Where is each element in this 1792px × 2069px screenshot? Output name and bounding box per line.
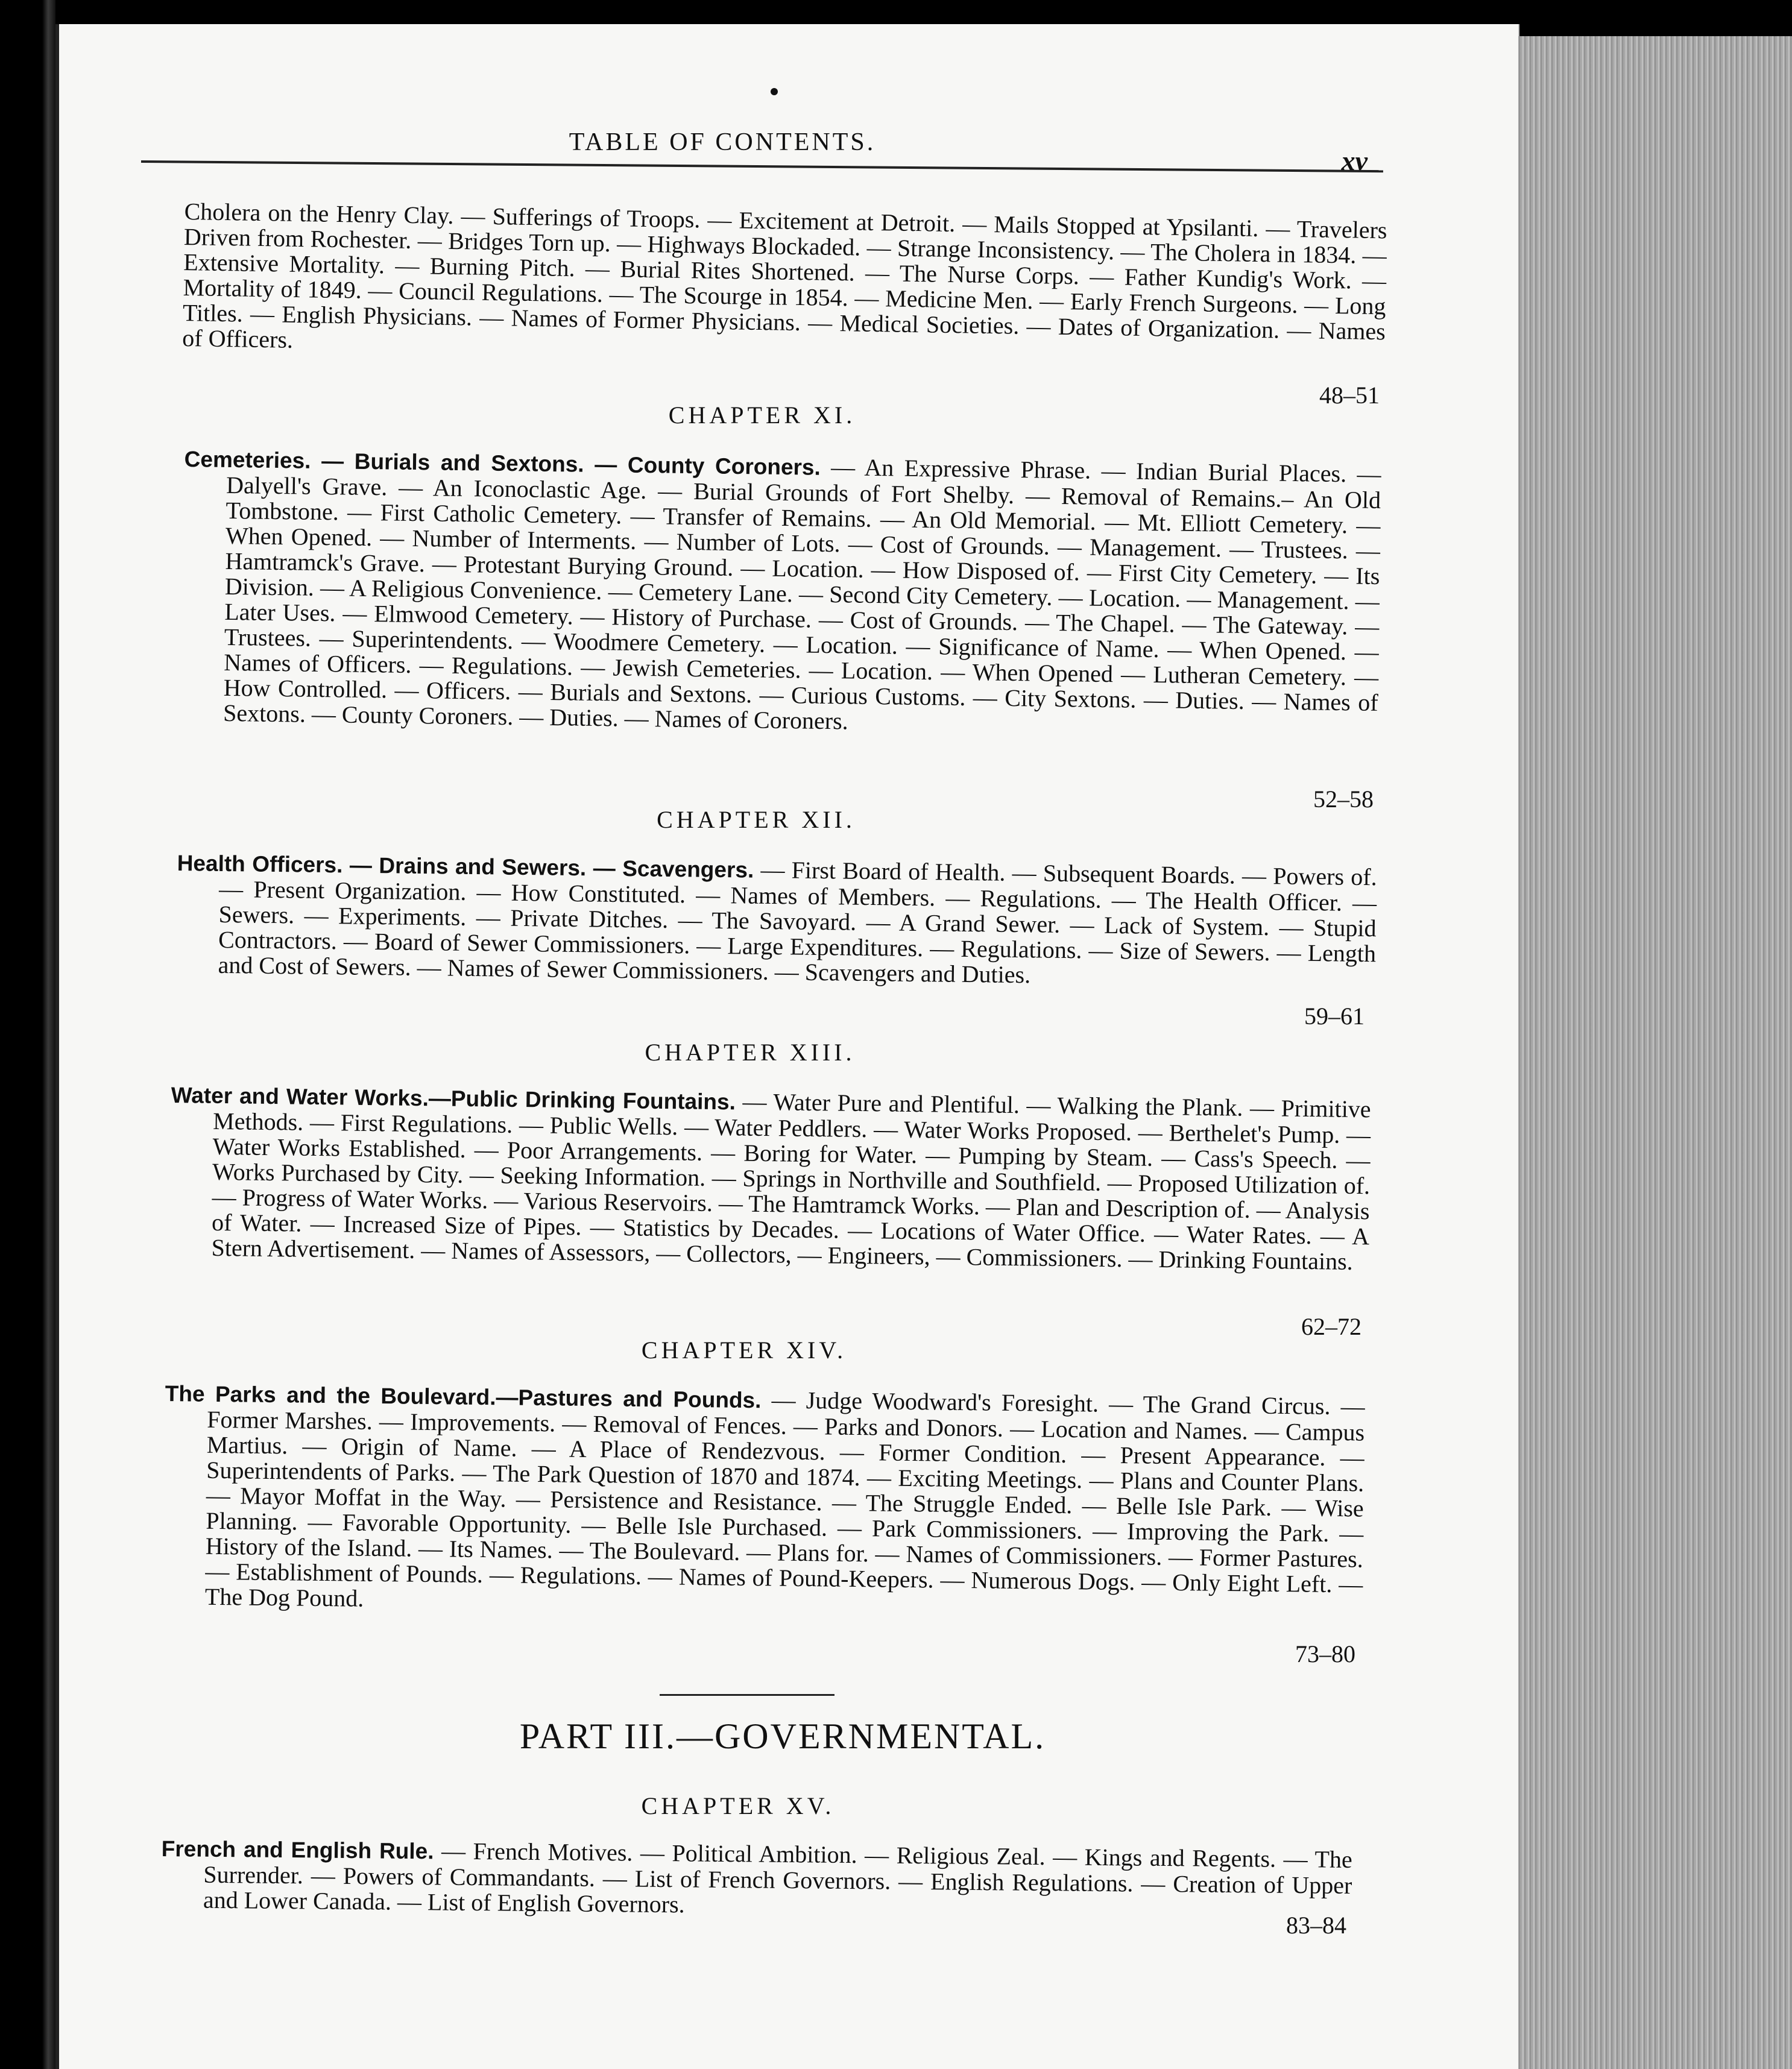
entry-lead: Cemeteries. — Burials and Sextons. — County Coroners. [184, 446, 821, 480]
chapter-entry [175, 850, 1377, 992]
entry-body [161, 1836, 1352, 1924]
page-range: 52–58 [1313, 786, 1374, 813]
entry-description: — An Expressive Phrase. — Indian Burial Places. — Dalyell's Grave. — An Iconoclastic Age. — Burial Grounds of Fort Shelby. — Removal of Remains.– An Old Tombstone. — First Catholic Cemetery. — Transfer of Remains. — An Old Memorial. — Mt. Elliott Cemetery. — When Opened. — Number of Interments. — Number of Lots. — Cost of Grounds. — Management. — Trustees. — Hamtramck's Grave. — Protestant Burying Ground. — Location. — How Disposed of. — First City Cemetery. — Its Division. — A Religious Convenience. — Cemetery Lane. — Second City Cemetery. — Location. — Management. — Later Uses. — Elmwood Cemetery. — History of Purchase. — Cost of Grounds. — The Chapel. — The Gateway. — Trustees. — Superintendents. — Woodmere Cemetery. — Location. — Significance of Name. — When Opened. — Names of Officers. — Regulations. — Jewish Cemeteries. — Location. — When Opened — Lutheran Cemetery. — How Controlled. — Officers. — Burials and Sextons. — Curious Customs. — City Sextons. — Duties. — Names of Sextons. — County Coroners. — Duties. — Names of Coroners. [222, 453, 1381, 735]
entry-description: Cholera on the Henry Clay. — Sufferings of Troops. — Excitement at Detroit. — Mails Stopped at Ypsilanti. — Travelers Driven from Rochester. — Bridges Torn up. — Highways Blockaded. — Strange Inconsistency. — The Cholera in 1834. — Extensive Mortality. — Burning Pitch. — Burial Rites Shortened. — The Nurse Corps. — Father Kundig's Work. — Mortality of 1849. — Council Regulations. — The Scourge in 1854. — Medicine Men. — Early French Surgeons. — Long Titles. — English Physicians. — Names of Former Physicians. — Medical Societies. — Dates of Organization. — Names of Officers. [182, 198, 1387, 353]
chapter-entry [169, 1082, 1371, 1274]
entry-lead: Health Officers. — Drains and Sewers. — Scavengers. [177, 850, 754, 883]
chapter-heading: CHAPTER XIII. [645, 1039, 856, 1066]
entry-description: — French Motives. — Political Ambition. — Religious Zeal. — Kings and Regents. — The Surrender. — Powers of Commandants. — List of French Governors. — English Regulations. — Creation of Upper and Lower Canada. — List of English Governors. [203, 1837, 1352, 1918]
entry-lead: The Parks and the Boulevard.—Pastures and Pounds. [165, 1381, 762, 1413]
entry-description: — First Board of Health. — Subsequent Boards. — Powers of. — Present Organization. — How Constituted. — Names of Members. — Regulations. — The Health Officer. — Sewers. — Experiments. — Private Ditches. — The Savoyard. — A Grand Sewer. — Lack of System. — Stupid Contractors. — Board of Sewer Commissioners. — Large Expenditures. — Regulations. — Size of Sewers. — Length and Cost of Sewers. — Names of Sewer Commissioners. — Scavengers and Duties. [218, 855, 1377, 989]
chapter-x-continuation [182, 199, 1387, 370]
chapter-entry [161, 1836, 1352, 1924]
page-range: 48–51 [1319, 382, 1380, 409]
entry-description: — Water Pure and Plentiful. — Walking the Plank. — Primitive Methods. — First Regulations. — Public Wells. — Water Peddlers. — Water Works Proposed. — Berthelet's Pump. — Water Works Established. — Poor Arrangements. — Boring for Water. — Pumping by Steam. — Cass's Speech. — Works Purchased by City. — Seeking Information. — Springs in Northville and Southfield. — Proposed Utilization of. — Progress of Water Works. — Various Reservoirs. — The Hamtramck Works. — Plan and Description of. — Analysis of Water. — Increased Size of Pipes. — Statistics by Decades. — Locations of Water Office. — Water Rates. — A Stern Advertisement. — Names of Assessors, — Collectors, — Engineers, — Commissioners. — Drinking Fountains. [211, 1088, 1371, 1275]
entry-description: — Judge Woodward's Foresight. — The Grand Circus. — Former Marshes. — Improvements. — Removal of Fences. — Parks and Donors. — Location and Names. — Campus Martius. — Origin of Name. — A Place of Rendezvous. — Former Condition. — Present Appearance. — Superintendents of Parks. — The Park Question of 1870 and 1874. — Exciting Meetings. — Plans and Counter Plans. — Mayor Moffat in the Way. — Persistence and Resistance. — The Struggle Ended. — Belle Isle Park. — Wise Planning. — Favorable Opportunity. — Belle Isle Purchased. — Park Commissioners. — Improving the Park. — History of the Island. — Its Names. — The Boulevard. — Plans for. — Names of Commissioners. — Former Pastures. — Establishment of Pounds. — Regulations. — Names of Pound-Keepers. — Numerous Dogs. — Only Eight Left. — The Dog Pound. [204, 1386, 1365, 1612]
part-heading: PART III.—GOVERNMENTAL. [519, 1716, 1046, 1756]
chapter-heading: CHAPTER XI. [668, 402, 856, 429]
chapter-entry [181, 446, 1381, 741]
book-page [55, 24, 1518, 2069]
header-rule [141, 160, 1383, 172]
entry-body [181, 446, 1381, 741]
entry-lead: French and English Rule. [161, 1836, 434, 1864]
running-head: TABLE OF CONTENTS. [569, 128, 876, 156]
chapter-heading: CHAPTER XIV. [641, 1337, 847, 1364]
chapter-heading: CHAPTER XII. [657, 806, 856, 833]
page-range: 62–72 [1301, 1313, 1361, 1340]
chapter-entry [163, 1381, 1365, 1623]
page-content [59, 24, 1518, 2069]
printer-dot [771, 88, 778, 95]
entry-body [169, 1082, 1371, 1274]
entry-body [163, 1381, 1365, 1623]
book-gutter [0, 0, 55, 2069]
page-range: 59–61 [1304, 1003, 1365, 1030]
chapter-heading: CHAPTER XV. [641, 1792, 835, 1819]
entry-body [175, 850, 1377, 992]
page-number: xv [1341, 145, 1368, 176]
book-page-edges [1510, 36, 1792, 2069]
page-range: 73–80 [1295, 1640, 1355, 1667]
entry-lead: Water and Water Works.—Public Drinking Fountains. [171, 1082, 736, 1115]
page-range: 83–84 [1286, 1912, 1346, 1939]
part-divider-rule [660, 1694, 834, 1696]
